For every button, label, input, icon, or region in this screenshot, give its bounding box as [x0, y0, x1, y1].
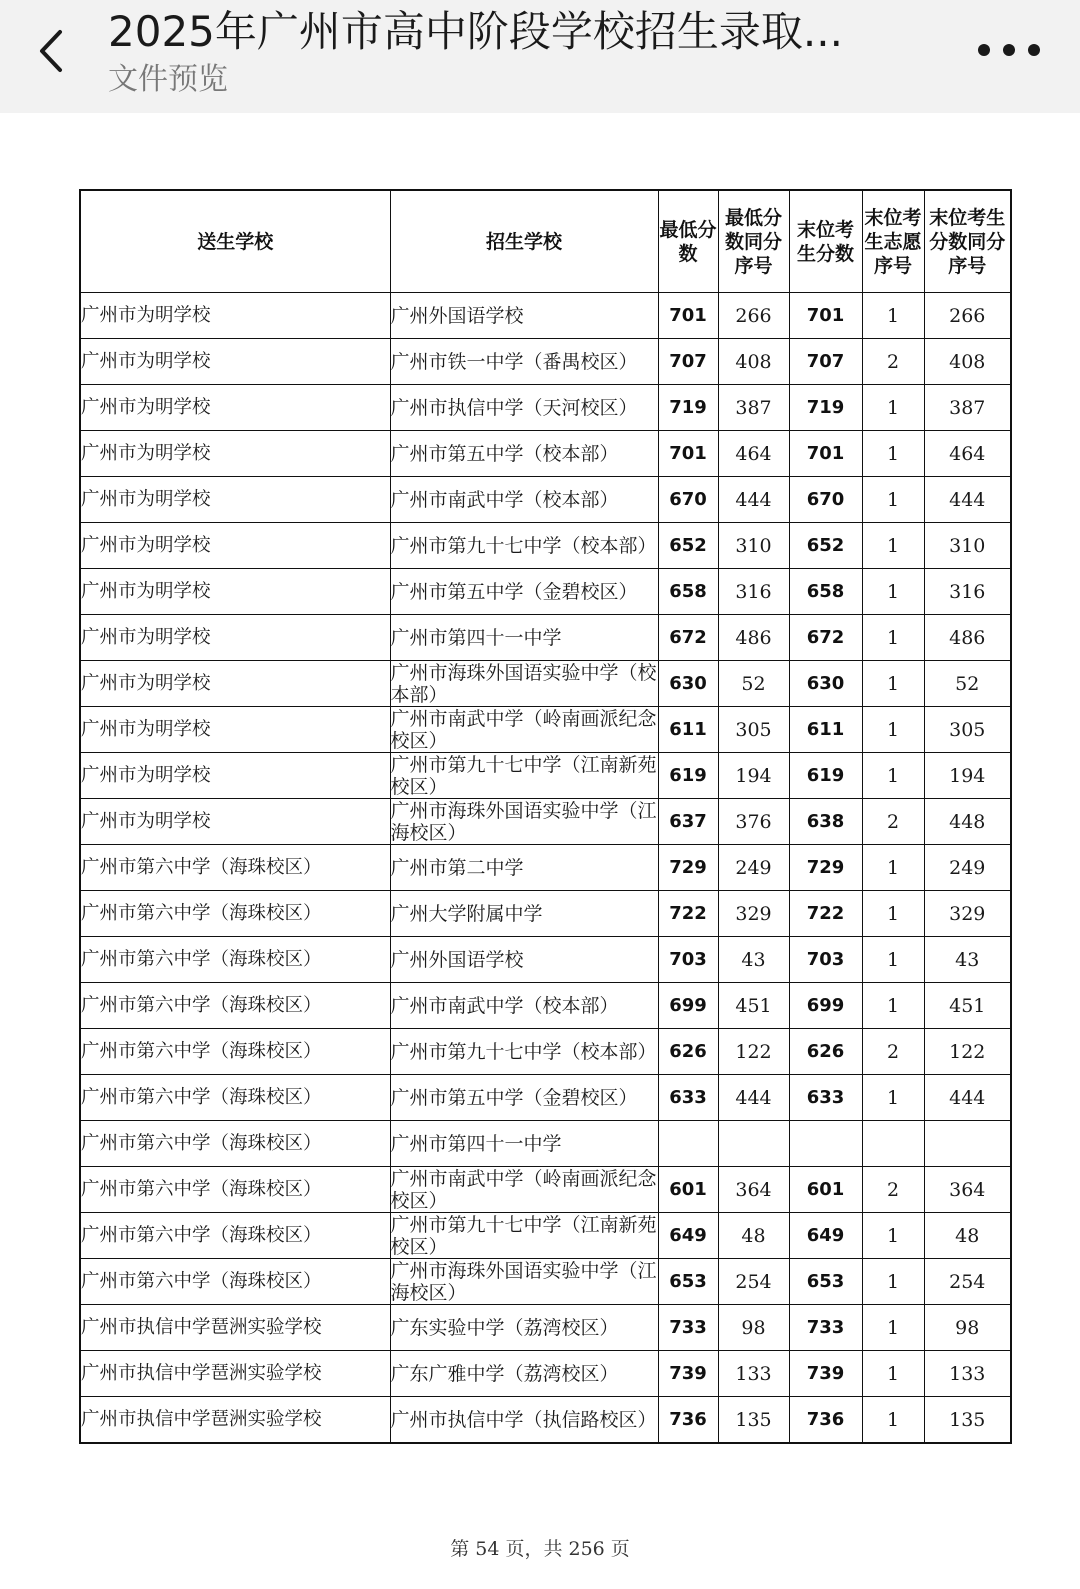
last-choice-order-cell: 1	[862, 1305, 924, 1351]
last-score-rank-cell: 448	[924, 799, 1011, 845]
min-score-rank-cell: 133	[718, 1351, 789, 1397]
admitting-school-cell: 广州市海珠外国语实验中学（校本部）	[390, 661, 657, 706]
min-score-cell: 736	[658, 1397, 718, 1444]
sending-school-cell: 广州市第六中学（海珠校区）	[80, 983, 390, 1029]
sending-school-cell: 广州市第六中学（海珠校区）	[80, 1029, 390, 1075]
min-score-cell: 729	[658, 845, 718, 891]
more-options-button[interactable]	[978, 32, 1040, 68]
min-score-cell: 719	[658, 385, 718, 431]
column-header: 末位考生分数同分序号	[924, 190, 1011, 293]
min-score-cell: 703	[658, 937, 718, 983]
last-score-cell: 736	[789, 1397, 862, 1444]
admitting-school-cell: 广州市第五中学（校本部）	[390, 431, 658, 477]
table-row	[80, 523, 1011, 569]
admitting-school-cell: 广州市海珠外国语实验中学（江海校区）	[390, 1259, 657, 1304]
sending-school-cell: 广州市为明学校	[80, 431, 390, 477]
admitting-school-cell: 广州市第四十一中学	[390, 615, 658, 661]
min-score-rank-cell: 122	[718, 1029, 789, 1075]
more-horizontal-icon	[978, 44, 990, 56]
min-score-rank-cell: 364	[718, 1167, 789, 1213]
last-choice-order-cell	[862, 1121, 924, 1167]
table-row	[80, 1351, 1011, 1397]
admitting-school-cell: 广州大学附属中学	[390, 891, 658, 937]
sending-school-cell: 广州市为明学校	[80, 523, 390, 569]
back-button[interactable]	[24, 22, 82, 80]
last-choice-order-cell: 1	[862, 1351, 924, 1397]
last-choice-order-cell: 1	[862, 431, 924, 477]
document-title: 2025年广州市高中阶段学校招生录取...	[108, 7, 843, 56]
sending-school-cell: 广州市为明学校	[80, 799, 390, 845]
last-score-rank-cell: 122	[924, 1029, 1011, 1075]
last-score-rank-cell: 408	[924, 339, 1011, 385]
sending-school-cell: 广州市为明学校	[80, 569, 390, 615]
sending-school-cell: 广州市执信中学琶洲实验学校	[80, 1305, 390, 1351]
more-horizontal-icon	[1028, 44, 1040, 56]
min-score-cell: 699	[658, 983, 718, 1029]
last-score-cell: 633	[789, 1075, 862, 1121]
table-row	[80, 799, 1011, 845]
min-score-rank-cell: 316	[718, 569, 789, 615]
last-score-cell: 722	[789, 891, 862, 937]
table-row	[80, 431, 1011, 477]
min-score-rank-cell: 135	[718, 1397, 789, 1444]
min-score-rank-cell: 249	[718, 845, 789, 891]
last-choice-order-cell: 1	[862, 523, 924, 569]
document-page[interactable]	[79, 189, 1012, 1444]
last-choice-order-cell: 1	[862, 983, 924, 1029]
table-row	[80, 477, 1011, 523]
admitting-school-cell: 广州市海珠外国语实验中学（江海校区）	[390, 799, 657, 844]
column-header: 送生学校	[80, 190, 390, 293]
min-score-cell: 630	[658, 661, 718, 707]
table-row	[80, 615, 1011, 661]
table-row	[80, 1075, 1011, 1121]
last-score-rank-cell: 329	[924, 891, 1011, 937]
top-bar	[0, 0, 1080, 113]
last-score-rank-cell: 364	[924, 1167, 1011, 1213]
table-row	[80, 1213, 1011, 1259]
last-choice-order-cell: 1	[862, 385, 924, 431]
last-score-rank-cell: 444	[924, 1075, 1011, 1121]
admitting-school-cell: 广州市第五中学（金碧校区）	[390, 569, 658, 615]
last-score-rank-cell: 194	[924, 753, 1011, 799]
table-row	[80, 753, 1011, 799]
last-score-cell: 670	[789, 477, 862, 523]
sending-school-cell: 广州市第六中学（海珠校区）	[80, 1259, 390, 1305]
last-score-cell: 707	[789, 339, 862, 385]
column-header: 招生学校	[390, 190, 658, 293]
last-score-cell: 699	[789, 983, 862, 1029]
last-score-cell: 611	[789, 707, 862, 753]
last-score-cell: 733	[789, 1305, 862, 1351]
last-choice-order-cell: 1	[862, 937, 924, 983]
last-score-rank-cell: 451	[924, 983, 1011, 1029]
table-row	[80, 339, 1011, 385]
table-row	[80, 983, 1011, 1029]
document-subtitle: 文件预览	[108, 62, 228, 97]
last-score-rank-cell: 133	[924, 1351, 1011, 1397]
min-score-cell	[658, 1121, 718, 1167]
last-score-rank-cell: 98	[924, 1305, 1011, 1351]
sending-school-cell: 广州市为明学校	[80, 477, 390, 523]
last-choice-order-cell: 2	[862, 1029, 924, 1075]
more-horizontal-icon	[1003, 44, 1015, 56]
min-score-rank-cell: 444	[718, 477, 789, 523]
min-score-cell: 649	[658, 1213, 718, 1259]
min-score-rank-cell: 266	[718, 293, 789, 339]
min-score-rank-cell: 408	[718, 339, 789, 385]
min-score-cell: 701	[658, 293, 718, 339]
last-score-rank-cell: 305	[924, 707, 1011, 753]
table-row	[80, 1167, 1011, 1213]
admitting-school-cell: 广州市南武中学（岭南画派纪念校区）	[390, 1167, 657, 1212]
min-score-cell: 722	[658, 891, 718, 937]
min-score-cell: 633	[658, 1075, 718, 1121]
admitting-school-cell: 广州市南武中学（校本部）	[390, 477, 658, 523]
table-row	[80, 707, 1011, 753]
last-score-rank-cell: 135	[924, 1397, 1011, 1444]
column-header: 最低分数同分序号	[718, 190, 789, 293]
column-header: 末位考生分数	[789, 190, 862, 293]
last-score-rank-cell: 464	[924, 431, 1011, 477]
last-score-cell: 638	[789, 799, 862, 845]
sending-school-cell: 广州市为明学校	[80, 615, 390, 661]
last-choice-order-cell: 1	[862, 1213, 924, 1259]
min-score-rank-cell: 194	[718, 753, 789, 799]
min-score-rank-cell	[718, 1121, 789, 1167]
last-choice-order-cell: 1	[862, 753, 924, 799]
min-score-rank-cell: 329	[718, 891, 789, 937]
admitting-school-cell: 广州市执信中学（执信路校区）	[390, 1397, 658, 1444]
admitting-school-cell: 广东实验中学（荔湾校区）	[390, 1305, 658, 1351]
admitting-school-cell: 广州市执信中学（天河校区）	[390, 385, 658, 431]
min-score-rank-cell: 254	[718, 1259, 789, 1305]
last-choice-order-cell: 2	[862, 1167, 924, 1213]
min-score-rank-cell: 387	[718, 385, 789, 431]
last-score-cell: 739	[789, 1351, 862, 1397]
sending-school-cell: 广州市为明学校	[80, 707, 390, 753]
admitting-school-cell: 广州市南武中学（校本部）	[390, 983, 658, 1029]
min-score-cell: 637	[658, 799, 718, 845]
sending-school-cell: 广州市第六中学（海珠校区）	[80, 937, 390, 983]
table-row	[80, 1259, 1011, 1305]
column-header: 最低分数	[658, 190, 718, 293]
last-score-rank-cell: 444	[924, 477, 1011, 523]
min-score-cell: 670	[658, 477, 718, 523]
last-choice-order-cell: 1	[862, 1397, 924, 1444]
last-score-cell: 703	[789, 937, 862, 983]
sending-school-cell: 广州市为明学校	[80, 293, 390, 339]
min-score-cell: 733	[658, 1305, 718, 1351]
last-score-cell: 701	[789, 293, 862, 339]
last-score-cell: 719	[789, 385, 862, 431]
last-choice-order-cell: 1	[862, 293, 924, 339]
last-score-cell	[789, 1121, 862, 1167]
admitting-school-cell: 广东广雅中学（荔湾校区）	[390, 1351, 658, 1397]
admitting-school-cell: 广州外国语学校	[390, 293, 658, 339]
min-score-rank-cell: 376	[718, 799, 789, 845]
min-score-cell: 653	[658, 1259, 718, 1305]
chevron-left-icon	[24, 22, 82, 80]
admission-table	[79, 189, 1012, 1444]
min-score-cell: 619	[658, 753, 718, 799]
min-score-cell: 658	[658, 569, 718, 615]
last-score-cell: 701	[789, 431, 862, 477]
min-score-cell: 611	[658, 707, 718, 753]
sending-school-cell: 广州市为明学校	[80, 385, 390, 431]
admitting-school-cell: 广州市第九十七中学（江南新苑校区）	[390, 1213, 657, 1258]
last-choice-order-cell: 1	[862, 1075, 924, 1121]
last-score-rank-cell: 310	[924, 523, 1011, 569]
sending-school-cell: 广州市第六中学（海珠校区）	[80, 1121, 390, 1167]
table-row	[80, 385, 1011, 431]
admitting-school-cell: 广州市第九十七中学（江南新苑校区）	[390, 753, 657, 798]
min-score-rank-cell: 310	[718, 523, 789, 569]
page-indicator: 第 54 页，共 256 页	[450, 1538, 630, 1560]
admitting-school-cell: 广州市第九十七中学（校本部）	[390, 1029, 658, 1075]
last-score-rank-cell: 266	[924, 293, 1011, 339]
last-choice-order-cell: 1	[862, 615, 924, 661]
min-score-rank-cell: 43	[718, 937, 789, 983]
table-row	[80, 891, 1011, 937]
last-score-cell: 729	[789, 845, 862, 891]
table-row	[80, 1397, 1011, 1444]
column-header: 末位考生志愿序号	[862, 190, 924, 293]
last-score-rank-cell: 486	[924, 615, 1011, 661]
min-score-rank-cell: 444	[718, 1075, 789, 1121]
min-score-cell: 707	[658, 339, 718, 385]
last-score-cell: 652	[789, 523, 862, 569]
sending-school-cell: 广州市为明学校	[80, 753, 390, 799]
last-score-rank-cell: 316	[924, 569, 1011, 615]
last-score-rank-cell: 387	[924, 385, 1011, 431]
table-row	[80, 937, 1011, 983]
last-choice-order-cell: 2	[862, 799, 924, 845]
min-score-cell: 626	[658, 1029, 718, 1075]
min-score-cell: 739	[658, 1351, 718, 1397]
last-choice-order-cell: 1	[862, 891, 924, 937]
min-score-rank-cell: 52	[718, 661, 789, 707]
table-row	[80, 1121, 1011, 1167]
min-score-rank-cell: 451	[718, 983, 789, 1029]
min-score-rank-cell: 305	[718, 707, 789, 753]
last-score-rank-cell: 254	[924, 1259, 1011, 1305]
last-score-cell: 653	[789, 1259, 862, 1305]
sending-school-cell: 广州市第六中学（海珠校区）	[80, 845, 390, 891]
sending-school-cell: 广州市执信中学琶洲实验学校	[80, 1351, 390, 1397]
last-choice-order-cell: 2	[862, 339, 924, 385]
sending-school-cell: 广州市第六中学（海珠校区）	[80, 1075, 390, 1121]
last-score-rank-cell: 48	[924, 1213, 1011, 1259]
table-row	[80, 293, 1011, 339]
admitting-school-cell: 广州市第九十七中学（校本部）	[390, 523, 658, 569]
min-score-rank-cell: 48	[718, 1213, 789, 1259]
table-row	[80, 569, 1011, 615]
admitting-school-cell: 广州市第五中学（金碧校区）	[390, 1075, 658, 1121]
admitting-school-cell: 广州市第四十一中学	[390, 1121, 658, 1167]
last-score-cell: 630	[789, 661, 862, 707]
min-score-cell: 601	[658, 1167, 718, 1213]
last-choice-order-cell: 1	[862, 707, 924, 753]
sending-school-cell: 广州市第六中学（海珠校区）	[80, 891, 390, 937]
admitting-school-cell: 广州市铁一中学（番禺校区）	[390, 339, 658, 385]
table-row	[80, 845, 1011, 891]
min-score-rank-cell: 486	[718, 615, 789, 661]
last-choice-order-cell: 1	[862, 661, 924, 707]
min-score-cell: 652	[658, 523, 718, 569]
admitting-school-cell: 广州市南武中学（岭南画派纪念校区）	[390, 707, 657, 752]
table-row	[80, 661, 1011, 707]
last-choice-order-cell: 1	[862, 477, 924, 523]
min-score-rank-cell: 98	[718, 1305, 789, 1351]
admitting-school-cell: 广州市第二中学	[390, 845, 658, 891]
sending-school-cell: 广州市第六中学（海珠校区）	[80, 1213, 390, 1259]
table-header-row	[80, 190, 1011, 293]
last-score-rank-cell: 52	[924, 661, 1011, 707]
last-score-rank-cell	[924, 1121, 1011, 1167]
min-score-rank-cell: 464	[718, 431, 789, 477]
last-score-rank-cell: 249	[924, 845, 1011, 891]
last-choice-order-cell: 1	[862, 1259, 924, 1305]
last-score-cell: 649	[789, 1213, 862, 1259]
admitting-school-cell: 广州外国语学校	[390, 937, 658, 983]
last-choice-order-cell: 1	[862, 569, 924, 615]
table-row	[80, 1029, 1011, 1075]
min-score-cell: 672	[658, 615, 718, 661]
table-row	[80, 1305, 1011, 1351]
min-score-cell: 701	[658, 431, 718, 477]
last-score-cell: 672	[789, 615, 862, 661]
last-score-rank-cell: 43	[924, 937, 1011, 983]
sending-school-cell: 广州市执信中学琶洲实验学校	[80, 1397, 390, 1444]
last-score-cell: 619	[789, 753, 862, 799]
last-score-cell: 658	[789, 569, 862, 615]
last-score-cell: 601	[789, 1167, 862, 1213]
last-choice-order-cell: 1	[862, 845, 924, 891]
sending-school-cell: 广州市为明学校	[80, 339, 390, 385]
sending-school-cell: 广州市第六中学（海珠校区）	[80, 1167, 390, 1213]
sending-school-cell: 广州市为明学校	[80, 661, 390, 707]
last-score-cell: 626	[789, 1029, 862, 1075]
